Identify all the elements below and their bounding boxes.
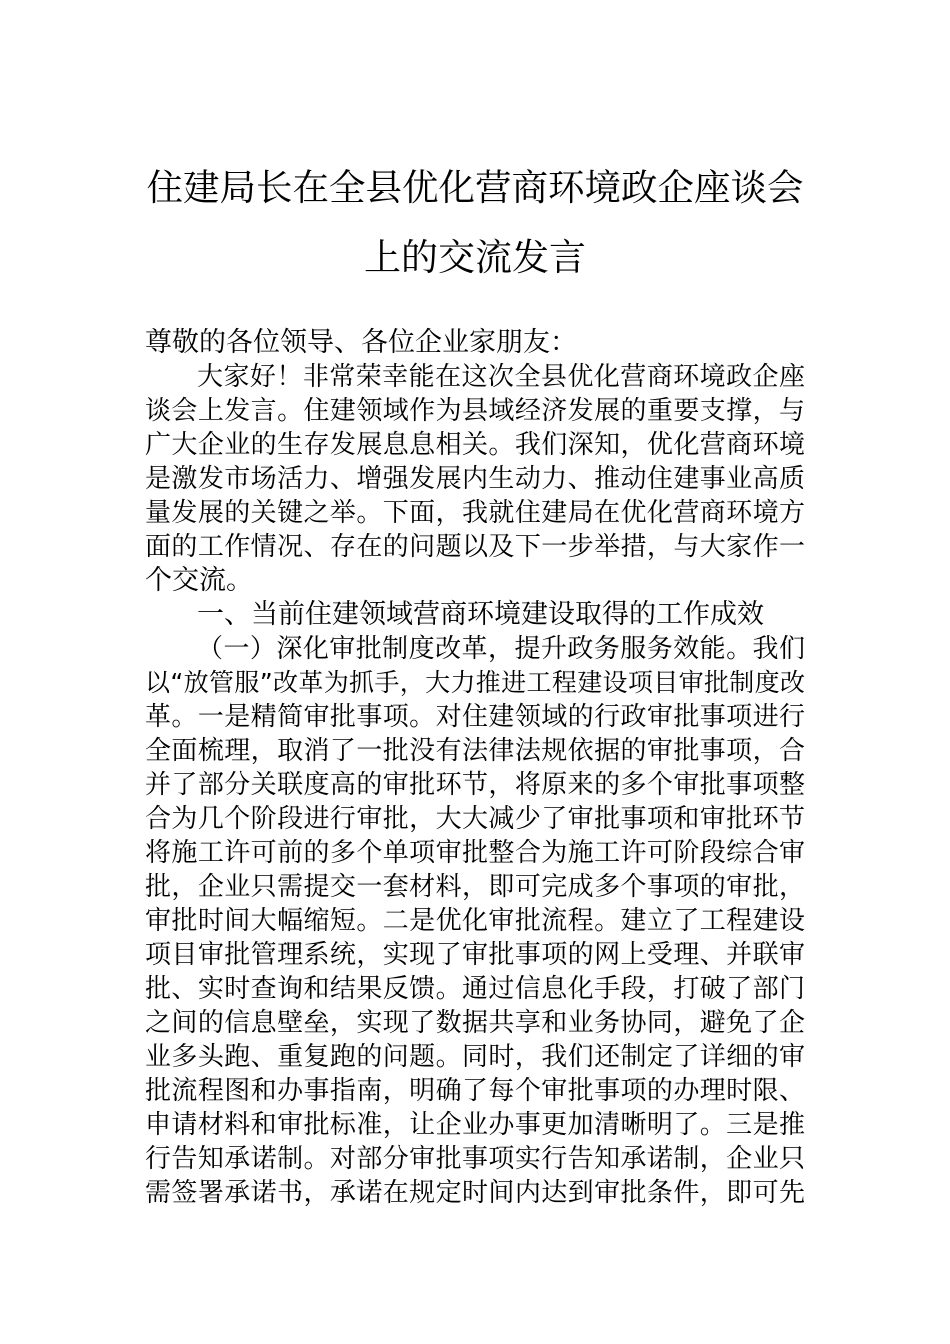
paragraph-line: 业多头跑、重复跑的问题。同时，我们还制定了详细的审 [145, 1042, 805, 1072]
paragraph-line: 个交流。 [145, 565, 253, 596]
salutation: 尊敬的各位领导、各位企业家朋友： [145, 327, 577, 358]
paragraph-line: 量发展的关键之举。下面，我就住建局在优化营商环境方 [145, 498, 805, 528]
paragraph-line: 项目审批管理系统，实现了审批事项的网上受理、并联审 [145, 940, 805, 970]
document-body [145, 326, 805, 1210]
paragraph-line: 行告知承诺制。对部分审批事项实行告知承诺制，企业只 [145, 1144, 805, 1174]
paragraph-line: 将施工许可前的多个单项审批整合为施工许可阶段综合审 [145, 838, 805, 868]
paragraph-line: 批，企业只需提交一套材料，即可完成多个事项的审批， [145, 872, 805, 902]
paragraph-line: 全面梳理，取消了一批没有法律法规依据的审批事项，合 [145, 736, 805, 766]
paragraph-line: 需签署承诺书，承诺在规定时间内达到审批条件，即可先 [145, 1178, 805, 1208]
paragraph-line: 谈会上发言。住建领域作为县域经济发展的重要支撑，与 [145, 396, 805, 426]
paragraph-line: 批流程图和办事指南，明确了每个审批事项的办理时限、 [145, 1076, 805, 1106]
paragraph-line: 面的工作情况、存在的问题以及下一步举措，与大家作一 [145, 532, 805, 562]
document-title-line-2: 上的交流发言 [364, 236, 586, 279]
paragraph-line: 并了部分关联度高的审批环节，将原来的多个审批事项整 [145, 770, 805, 800]
paragraph-line: 申请材料和审批标准，让企业办事更加清晰明了。三是推 [145, 1110, 805, 1140]
paragraph-line: 广大企业的生存发展息息相关。我们深知，优化营商环境 [145, 430, 805, 460]
paragraph-line: 批、实时查询和结果反馈。通过信息化手段，打破了部门 [145, 974, 805, 1004]
paragraph-line: 审批时间大幅缩短。二是优化审批流程。建立了工程建设 [145, 906, 805, 936]
paragraph-line: 合为几个阶段进行审批，大大减少了审批事项和审批环节 [145, 804, 805, 834]
paragraph-line: 以“放管服”改革为抓手，大力推进工程建设项目审批制度改 [145, 668, 805, 697]
paragraph-line: （一）深化审批制度改革，提升政务服务效能。我们 [197, 634, 805, 664]
paragraph-line: 之间的信息壁垒，实现了数据共享和业务协同，避免了企 [145, 1008, 805, 1038]
paragraph-line: 革。一是精简审批事项。对住建领域的行政审批事项进行 [145, 702, 805, 732]
paragraph-line: 是激发市场活力、增强发展内生动力、推动住建事业高质 [145, 464, 805, 494]
paragraph-line: 大家好！非常荣幸能在这次全县优化营商环境政企座 [197, 362, 805, 392]
section-heading: 一、当前住建领域营商环境建设取得的工作成效 [197, 599, 764, 630]
document-title-line-1: 住建局长在全县优化营商环境政企座谈会 [146, 166, 804, 209]
